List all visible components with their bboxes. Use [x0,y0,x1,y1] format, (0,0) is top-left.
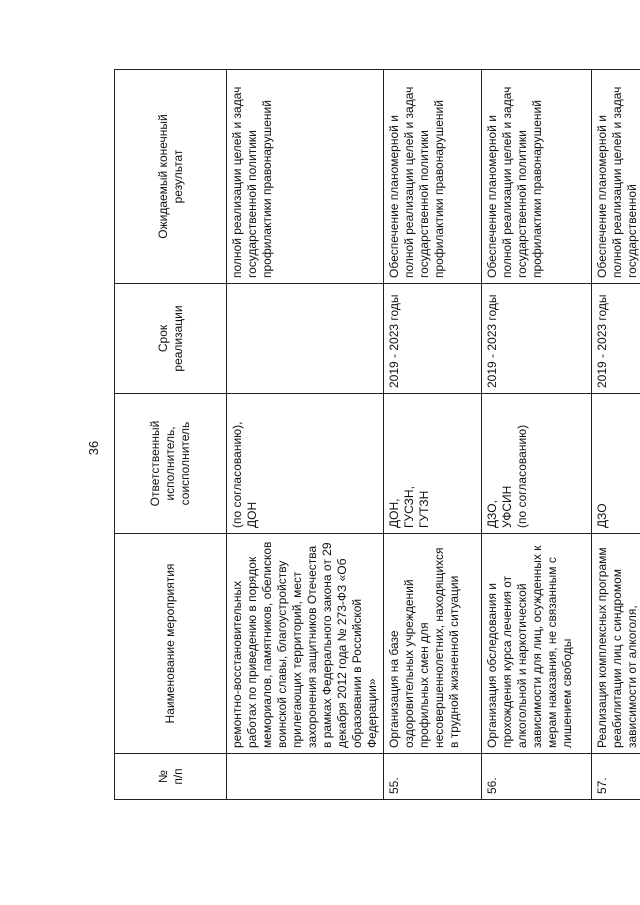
table-row [384,70,482,800]
header-executor: Ответственный исполнитель, соисполнитель [115,394,227,534]
table-row [482,70,592,800]
cell-name: Организация обследования и прохождения курса лечения от алкогольной и наркотической зависимости для лиц, осужденных к мерам наказания, не связанным с лишением свободы [482,534,592,754]
cell-result: Обеспечение планомерной и полной реализации целей и задач государственной политики профилактики правонарушений [384,70,482,284]
cell-result: Обеспечение планомерной и полной реализации целей и задач государственной политики профилактики правонарушений [482,70,592,284]
rotated-table-container [114,70,639,800]
table-row [592,70,640,800]
header-num: № п/п [115,754,227,800]
cell-term: 2019 - 2023 годы [482,284,592,394]
header-term: Срок реализации [115,284,227,394]
header-name: Наименование мероприятия [115,534,227,754]
cell-num: 56. [482,754,592,800]
cell-executor: ДЗО, УФСИН (по согласованию) [482,394,592,534]
cell-executor: ДОН, ГУСЗН, ГУТЗН [384,394,482,534]
cell-executor: (по согласованию), ДОН [227,394,384,534]
cell-num: 57. [592,754,640,800]
cell-num: 55. [384,754,482,800]
cell-num [227,754,384,800]
table-frame [114,70,639,800]
cell-executor: ДЗО [592,394,640,534]
cell-term: 2019 - 2023 годы [592,284,640,394]
cell-name: ремонтно-восстановительных работах по приведению в порядок мемориалов, памятников, обелисков воинской славы, благоустройству прилегающих территорий, мест захоронения защитников Отечества в рамках Федерального закона от 29 декабря 2012 года № 273-ФЗ «Об образовании в Российской Федерации» [227,534,384,754]
cell-name: Организация на базе оздоровительных учреждений профильных смен для несовершеннолетних, находящихся в трудной жизненной ситуации [384,534,482,754]
cell-term: 2019 - 2023 годы [384,284,482,394]
header-result: Ожидаемый конечный результат [115,70,227,284]
cell-result: Обеспечение планомерной и полной реализации целей и задач государственной [592,70,640,284]
measures-table [114,69,640,800]
page-number: 36 [86,440,101,456]
cell-name: Реализация комплексных программ реабилитации лиц с синдромом зависимости от алкоголя, [592,534,640,754]
cell-result: полной реализации целей и задач государственной политики профилактики правонарушений [227,70,384,284]
table-row [227,70,384,800]
table-header-row [115,70,227,800]
cell-term [227,284,384,394]
